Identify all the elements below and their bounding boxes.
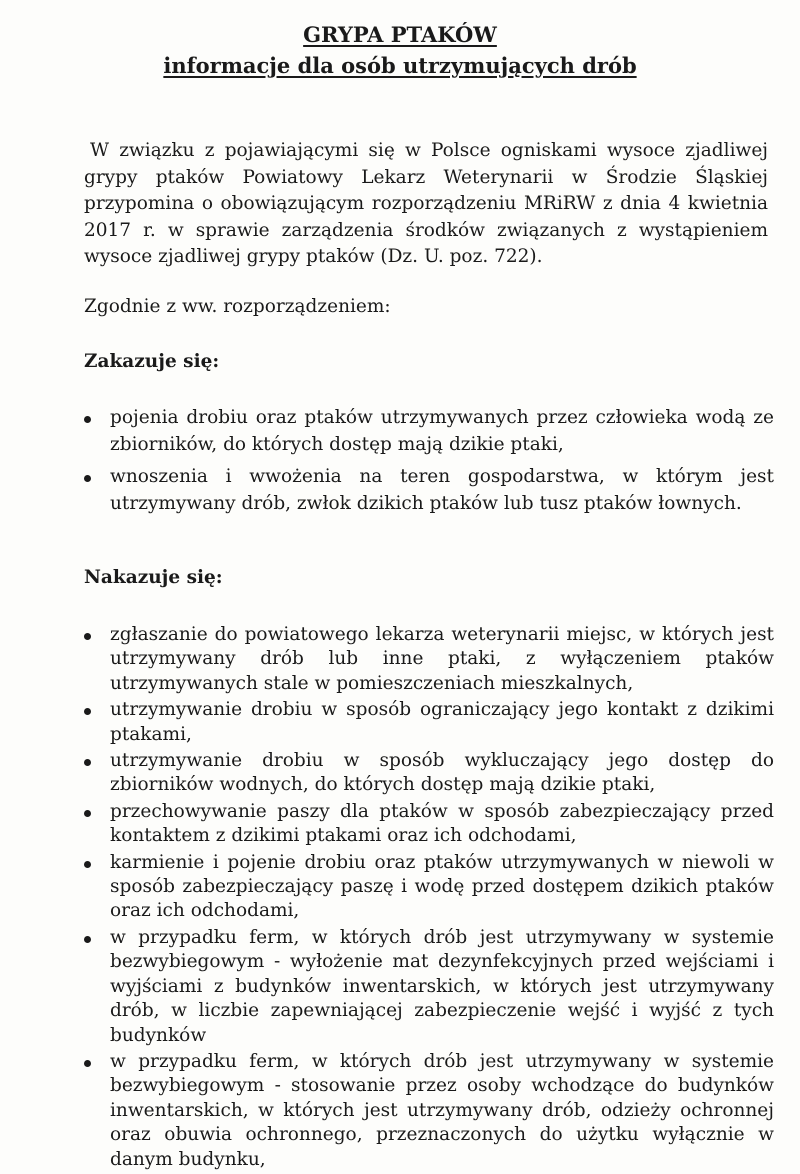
list-item-text: w przypadku ferm, w których drób jest utrzymywany w systemie bezwybiegowym - wyłożenie mat dezynfekcyjnych przed wejściami i wyjściami z budynków inwentarskich, w których jest utrzymywany drób, w liczbie zapewniającej zabezpieczenie wejść i wyjść z tych budynków [110,926,774,1046]
list-item [84,851,774,924]
bullet-icon [84,708,91,715]
list-item [84,926,774,1048]
list-item-text: pojenia drobiu oraz ptaków utrzymywanych przez człowieka wodą ze zbiorników, do których dostęp mają dzikie ptaki, [110,407,774,455]
according-to-line: Zgodnie z ww. rozporządzeniem: [84,296,391,317]
list-item [84,698,774,747]
list-item [84,464,774,517]
bullet-icon [84,936,91,943]
document-title: GRYPA PTAKÓW [303,22,497,47]
prohibited-list [84,405,774,523]
bullet-icon [84,475,91,482]
prohibited-heading: Zakazuje się: [84,351,220,372]
list-item-text: wnoszenia i wwożenia na teren gospodarstwa, w którym jest utrzymywany drób, zwłok dzikich ptaków lub tusz ptaków łownych. [110,466,774,514]
list-item-text: zgłaszanie do powiatowego lekarza weterynarii miejsc, w których jest utrzymywany drób lub inne ptaki, z wyłączeniem ptaków utrzymywanych stale w pomieszczeniach mieszkalnych, [110,624,774,694]
list-item-text: utrzymywanie drobiu w sposób ograniczający jego kontakt z dzikimi ptakami, [110,699,774,745]
ordered-list [84,623,774,1174]
bullet-icon [84,1060,91,1067]
ordered-heading: Nakazuje się: [84,567,223,588]
document-subtitle: informacje dla osób utrzymujących drób [163,53,637,78]
list-item [84,749,774,798]
list-item-text: karmienie i pojenie drobiu oraz ptaków utrzymywanych w niewoli w sposób zabezpieczający paszę i wodę przed dostępem dzikich ptaków oraz ich odchodami, [110,851,774,922]
list-item [84,405,774,458]
bullet-icon [84,416,91,423]
bullet-icon [84,810,91,817]
bullet-icon [84,633,91,640]
list-item [84,623,774,696]
list-item-text: przechowywanie paszy dla ptaków w sposób zabezpieczający przed kontaktem z dzikimi ptakami oraz ich odchodami, [110,800,774,847]
intro-paragraph: W związku z pojawiającymi się w Polsce ogniskami wysoce zjadliwej grypy ptaków Powiatowy Lekarz Weterynarii w Środzie Śląskiej przypomina o obowiązującym rozporządzeniu MRiRW z dnia 4 kwietnia 2017 r. w sprawie zarządzenia środków związanych z wystąpieniem wysoce zjadliwej grypy ptaków (Dz. U. poz. 722). [84,140,768,267]
list-item [84,1050,774,1172]
list-item-text: w przypadku ferm, w których drób jest utrzymywany w systemie bezwybiegowym - stosowanie przez osoby wchodzące do budynków inwentarskich, w których jest utrzymywany drób, odzieży ochronnej oraz obuwia ochronnego, przeznaczonych do użytku wyłącznie w danym budynku, [110,1050,774,1170]
bullet-icon [84,759,91,766]
list-item-text: utrzymywanie drobiu w sposób wykluczający jego dostęp do zbiorników wodnych, do których dostęp mają dzikie ptaki, [110,750,774,796]
list-item [84,800,774,849]
bullet-icon [84,861,91,868]
